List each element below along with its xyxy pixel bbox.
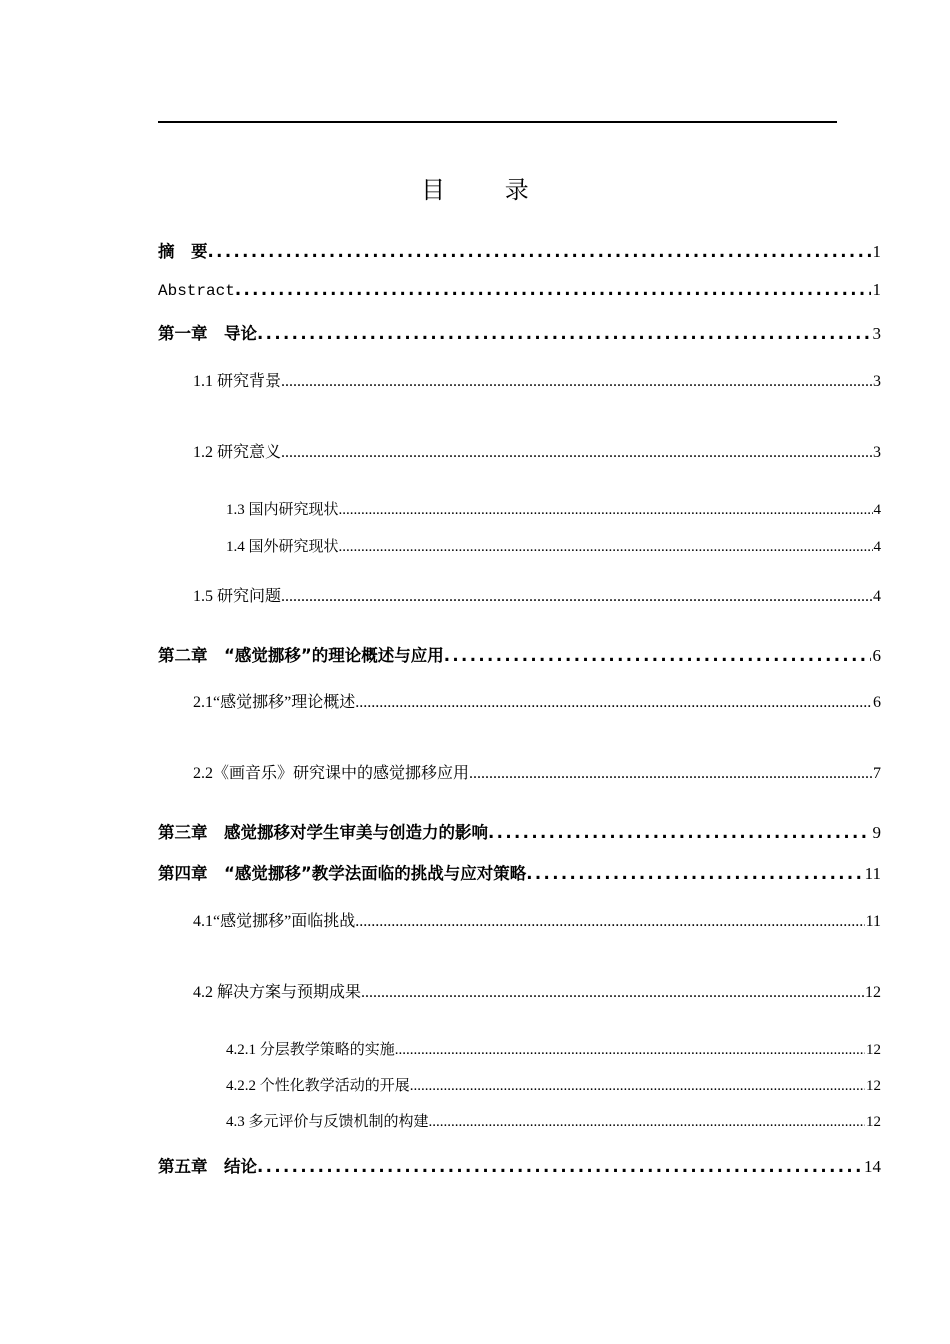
toc-entry-1-5[interactable] [193,583,881,606]
toc-entry-page: 12 [866,1114,881,1130]
toc-entry-page: 3 [873,373,881,390]
toc-entry-label: 1.4 国外研究现状 [226,539,339,555]
toc-entry-4-3[interactable] [226,1110,881,1131]
toc-entry-chapter-2[interactable] [158,642,881,666]
toc-entry-page: 4 [873,588,881,605]
leader-dots [281,373,872,391]
toc-entry-label: 4.2.1 分层教学策略的实施 [226,1042,395,1058]
toc-entry-2-2[interactable] [193,760,881,783]
toc-entry-page: 14 [864,1157,881,1176]
leader-dots [526,864,862,883]
toc-entry-label: 1.1 研究背景 [193,373,282,390]
toc-entry-page: 1 [872,242,881,261]
toc-entry-page: 11 [865,913,881,930]
leader-dots [355,694,872,712]
toc-entry-page: 1 [872,280,881,299]
toc-entry-label: 1.3 国内研究现状 [226,502,339,518]
toc-title: 目 录 [421,176,555,204]
toc-entry-label: 第三章 感觉挪移对学生审美与创造力的影响 [158,823,488,842]
toc-entry-label: 1.2 研究意义 [193,444,282,461]
toc-entry-page: 6 [872,646,881,665]
toc-entry-page: 4 [873,539,881,555]
toc-entry-label: 2.1“感觉挪移”理论概述 [193,694,356,711]
toc-entry-4-2[interactable] [193,979,881,1002]
toc-entry-chapter-1[interactable] [158,320,881,344]
toc-entry-page: 12 [865,984,881,1001]
leader-dots [395,1042,865,1059]
header-rule [158,121,837,123]
toc-entry-page: 11 [864,864,881,883]
toc-entry-2-1[interactable] [193,689,881,712]
leader-dots [281,588,872,606]
toc-entry-chapter-5[interactable] [158,1153,881,1177]
toc-entry-label: 2.2《画音乐》研究课中的感觉挪移应用 [193,765,470,782]
toc-entry-page: 3 [872,324,881,343]
toc-entry-label: 1.5 研究问题 [193,588,282,605]
toc-entry-page: 7 [873,765,881,782]
toc-entry-abstract-en[interactable] [158,280,881,300]
toc-entry-4-2-1[interactable] [226,1038,881,1059]
leader-dots [429,1114,865,1131]
toc-entry-label: 第四章 “感觉挪移”教学法面临的挑战与应对策略 [158,864,527,883]
toc-entry-label: 4.1“感觉挪移”面临挑战 [193,913,356,930]
toc-entry-page: 3 [873,444,881,461]
leader-dots [281,444,872,462]
leader-dots [355,913,864,931]
toc-entry-1-3[interactable] [226,498,881,519]
leader-dots [208,242,871,261]
toc-entry-4-2-2[interactable] [226,1074,881,1095]
toc-entry-chapter-4[interactable] [158,860,881,884]
leader-dots [339,539,873,556]
leader-dots [444,646,871,665]
toc-entry-1-1[interactable] [193,368,881,391]
toc-entry-label: 4.2 解决方案与预期成果 [193,984,362,1001]
toc-entry-page: 12 [866,1078,881,1094]
toc-entry-label: 4.2.2 个性化教学活动的开展 [226,1078,410,1094]
toc-entry-label: 摘 要 [158,242,208,261]
toc-entry-page: 9 [872,823,881,842]
leader-dots [469,765,872,783]
toc-entry-1-4[interactable] [226,535,881,556]
leader-dots [339,502,873,519]
toc-entry-page: 4 [873,502,881,518]
toc-entry-1-2[interactable] [193,439,881,462]
toc-entry-label: 第五章 结论 [158,1157,257,1176]
toc-entry-chapter-3[interactable] [158,819,881,843]
toc-entry-label: 4.3 多元评价与反馈机制的构建 [226,1114,429,1130]
toc-entry-label: 第二章 “感觉挪移”的理论概述与应用 [158,646,444,665]
leader-dots [235,280,871,299]
leader-dots [361,984,864,1002]
toc-entry-page: 12 [866,1042,881,1058]
leader-dots [410,1078,865,1095]
toc-entry-page: 6 [873,694,881,711]
leader-dots [488,823,871,842]
toc-entry-abstract-cn[interactable] [158,238,881,262]
leader-dots [257,324,871,343]
leader-dots [257,1157,862,1176]
toc-entry-label: 第一章 导论 [158,324,257,343]
toc-entry-label: Abstract [158,282,235,300]
toc-entry-4-1[interactable] [193,908,881,931]
